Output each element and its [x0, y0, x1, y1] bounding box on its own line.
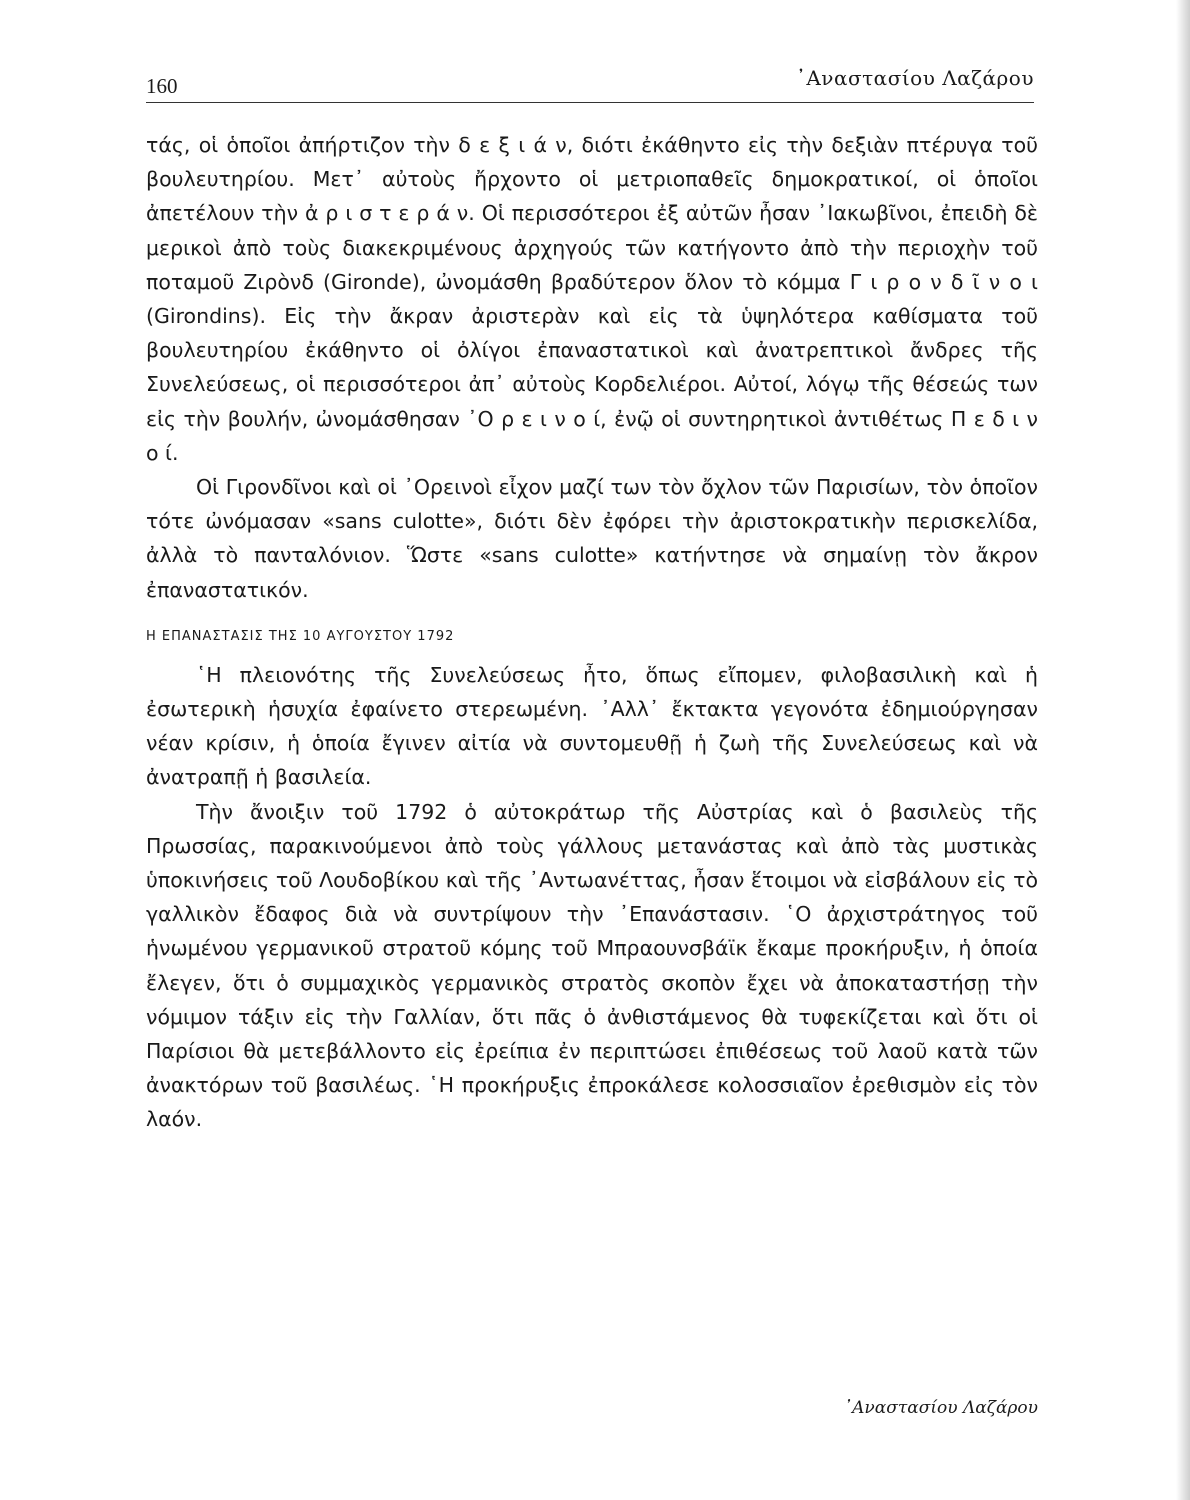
page-edge-shadow [1176, 0, 1190, 1500]
paragraph-3: ῾Η πλειονότης τῆς Συνελεύσεως ἦτο, ὅπως εἴπομεν, φιλοβασιλικὴ καὶ ἡ ἐσωτερικὴ ἡσυχία ἐφαίνετο στερεωμένη. ᾿Αλλ᾿ ἔκτακτα γεγονότα ἐδημιούργησαν νέαν κρίσιν, ἡ ὁποία ἔγινεν αἰτία νὰ συντομευθῇ ἡ ζωὴ τῆς Συνελεύσεως καὶ νὰ ἀνατραπῇ ἡ βασιλεία. [146, 662, 1038, 790]
paragraph-1: τάς, οἱ ὁποῖοι ἀπήρτιζον τὴν δ ε ξ ι ά ν, διότι ἐκάθηντο εἰς τὴν δεξιὰν πτέρυγα τοῦ βουλευτηρίου. Μετ᾿ αὐτοὺς ἤρχοντο οἱ μετριοπαθεῖς δημοκρατικοί, οἱ ὁποῖοι ἀπετέλουν τὴν ἀ ρ ι σ τ ε ρ ά ν. Οἱ περισσότεροι ἐξ αὐτῶν ἦσαν ᾿Ιακωβῖνοι, ἐπειδὴ δὲ μερικοὶ ἀπὸ τοὺς διακεκριμένους ἀρχηγούς τῶν κατήγοντο ἀπὸ τὴν περιοχὴν τοῦ ποταμοῦ Ζιρὸνδ (Gironde), ὠνομάσθη βραδύτερον ὅλον τὸ κόμμα Γ ι ρ ο ν δ ῖ ν ο ι (Girondins). Εἰς τὴν ἄκραν ἀριστερὰν καὶ εἰς τὰ ὑψηλότερα καθίσματα τοῦ βουλευτηρίου ἐκάθηντο οἱ ὀλίγοι ἐπαναστατικοὶ καὶ ἀνατρεπτικοὶ ἄνδρες τῆς Συνελεύσεως, οἱ περισσότεροι ἀπ᾿ αὐτοὺς Κορδελιέροι. Αὐτοί, λόγῳ τῆς θέσεώς των εἰς τὴν βουλήν, ὠνομάσθησαν ᾿Ο ρ ε ι ν ο ί, ἐνῷ οἱ συντηρητικοὶ ἀντιθέτως Π ε δ ι ν ο ί. [146, 133, 1038, 465]
section-heading: Η ΕΠΑΝΑΣΤΑΣΙΣ ΤΗΣ 10 ΑΥΓΟΥΣΤΟΥ 1792 [146, 628, 455, 644]
paragraph-2: Οἱ Γιρονδῖνοι καὶ οἱ ᾿Ορεινοὶ εἶχον μαζί των τὸν ὄχλον τῶν Παρισίων, τὸν ὁποῖον τότε ὠνόμασαν «sans culotte», διότι δὲν ἐφόρει τὴν ἀριστοκρατικὴν περισκελίδα, ἀλλὰ τὸ πανταλόνιον. Ὥστε «sans culotte» κατήντησε νὰ σημαίνῃ τὸν ἄκρον ἐπαναστατικόν. [146, 475, 1038, 602]
page-header [146, 62, 1034, 103]
running-head: ᾿Αναστασίου Λαζάρου [795, 66, 1034, 90]
body-text [146, 128, 1038, 1137]
footer-signature: ᾿Αναστασίου Λαζάρου [843, 1398, 1038, 1418]
page-number: 160 [146, 74, 178, 98]
paragraph-4: Τὴν ἄνοιξιν τοῦ 1792 ὁ αὐτοκράτωρ τῆς Αὐστρίας καὶ ὁ βασιλεὺς τῆς Πρωσσίας, παρακινούμενοι ἀπὸ τοὺς γάλλους μετανάστας καὶ ἀπὸ τὰς μυστικὰς ὑποκινήσεις τοῦ Λουδοβίκου καὶ τῆς ᾿Αντωανέττας, ἦσαν ἕτοιμοι νὰ εἰσβάλουν εἰς τὸ γαλλικὸν ἔδαφος διὰ νὰ συντρίψουν τὴν ᾿Επανάστασιν. ῾Ο ἀρχιστράτηγος τοῦ ἡνωμένου γερμανικοῦ στρατοῦ κόμης τοῦ Μπραουνσβάϊκ ἔκαμε προκήρυξιν, ἡ ὁποία ἔλεγεν, ὅτι ὁ συμμαχικὸς γερμανικὸς στρατὸς σκοπὸν ἔχει νὰ ἀποκαταστήσῃ τὴν νόμιμον τάξιν εἰς τὴν Γαλλίαν, ὅτι πᾶς ὁ ἀνθιστάμενος θὰ τυφεκίζεται καὶ ὅτι οἱ Παρίσιοι θὰ μετεβάλλοντο εἰς ἐρείπια ἐν περιπτώσει ἐπιθέσεως τοῦ λαοῦ κατὰ τῶν ἀνακτόρων τοῦ βασιλέως. ῾Η προκήρυξις ἐπροκάλεσε κολοσσιαῖον ἐρεθισμὸν εἰς τὸν λαόν. [146, 799, 1038, 1132]
